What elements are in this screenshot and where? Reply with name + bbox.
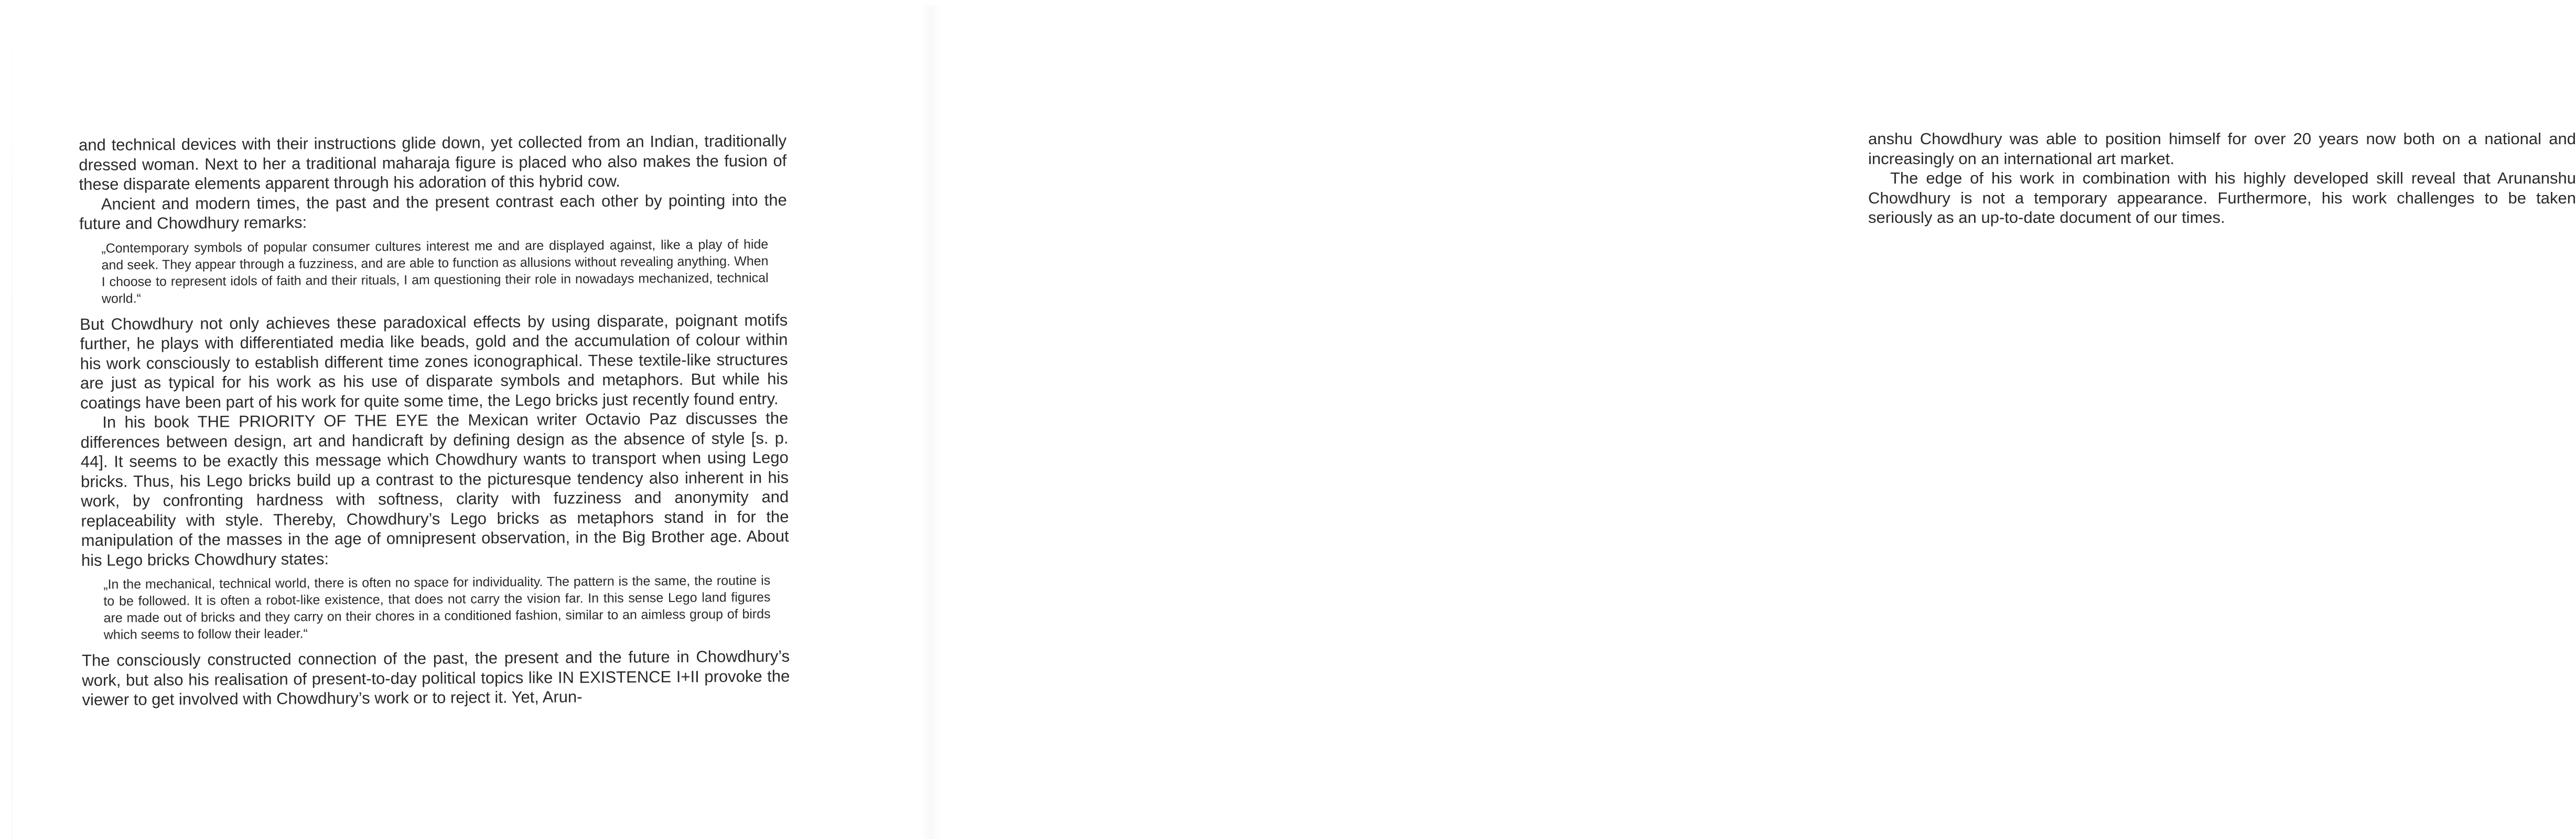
left-text-column <box>79 131 790 710</box>
paragraph: The edge of his work in combination with his highly developed skill reveal that Arunanshu Chowdhury is not a temporary appearance. Furthermore, his work challenges to be taken seriously as an up-to-date document of our times. <box>1868 169 2576 227</box>
block-quote: „In the mechanical, technical world, there is often no space for individuality. The pattern is the same, the routine is to be followed. It is often a robot-like existence, that does not carry the vision far. In this sense Lego land figures are made out of bricks and they carry on their chores in a conditioned fashion, similar to an aimless group of birds which seems to follow their leader.“ <box>103 573 771 642</box>
paragraph: and technical devices with their instructions glide down, yet collected from an Indian, traditionally dressed woman. Next to her a traditional maharaja figure is placed who also makes the fusion of these disparate elements apparent through his adoration of this hybrid cow. <box>79 131 787 193</box>
right-page <box>868 0 2576 838</box>
block-quote: „Contemporary symbols of popular consumer cultures interest me and are displayed against, like a play of hide and seek. They appear through a fuzziness, and are able to function as allusions without revealing anything. When I choose to represent idols of faith and their rituals, I am questioning their role in nowadays mechanized, technical world.“ <box>101 236 769 306</box>
left-page <box>0 0 868 838</box>
paragraph: The consciously constructed connection of the past, the present and the future in Chowdhury’s work, but also his realisation of present-to-day political topics like IN EXISTENCE I+II provoke the viewer to get involved with Chowdhury’s work or to reject it. Yet, Arun- <box>82 647 790 709</box>
paragraph: anshu Chowdhury was able to position himself for over 20 years now both on a national and increasingly on an international art market. <box>1868 130 2576 168</box>
scan-edge-shadow <box>12 31 13 839</box>
paragraph: Ancient and modern times, the past and the present contrast each other by pointing into the future and Chowdhury remarks: <box>79 190 787 233</box>
paragraph: In his book THE PRIORITY OF THE EYE the Mexican writer Octavio Paz discusses the differences between design, art and handicraft by defining design as the absence of style [s. p. 44]. It seems to be exactly this message which Chowdhury wants to transport when using Lego bricks. Thus, his Lego bricks build up a contrast to the picturesque tendency also inherent in his work, by confronting hardness with softness, clarity with fuzziness and anonymity and replaceability with style. Thereby, Chowdhury’s Lego bricks as metaphors stand in for the manipulation of the masses in the age of omnipresent observation, in the Big Brother age. About his Lego bricks Chowdhury states: <box>80 408 789 569</box>
paragraph: But Chowdhury not only achieves these paradoxical effects by using disparate, poignant motifs further, he plays with differentiated media like beads, gold and the accumulation of colour within his work consciously to establish different time zones iconographical. These textile-like structures are just as typical for his work as his use of disparate symbols and metaphors. But while his coatings have been part of his work for quite some time, the Lego bricks just recently found entry. <box>80 310 788 412</box>
right-text-column <box>1868 129 2576 228</box>
